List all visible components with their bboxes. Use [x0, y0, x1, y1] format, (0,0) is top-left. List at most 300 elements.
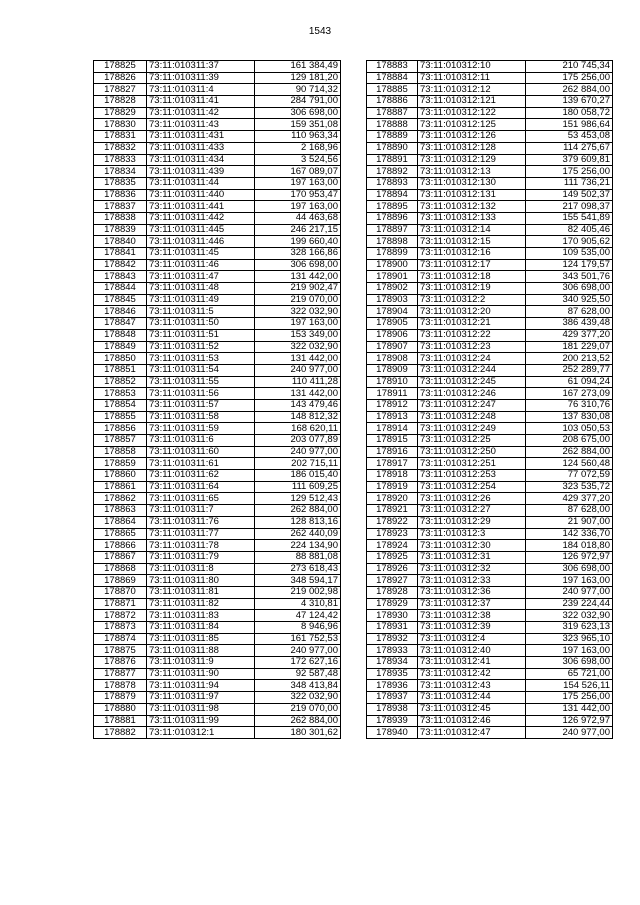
table-row — [367, 715, 613, 727]
cadastral-value-cell: 306 698,00 — [526, 563, 613, 575]
table-row — [94, 657, 341, 669]
row-number-cell: 178918 — [367, 470, 418, 482]
table-row — [367, 84, 613, 96]
cadastral-value-cell: 322 032,90 — [526, 610, 613, 622]
row-number-cell: 178930 — [367, 610, 418, 622]
cadastral-number-cell: 73:11:010311:37 — [147, 61, 255, 73]
cadastral-number-cell: 73:11:010312:45 — [418, 703, 526, 715]
row-number-cell: 178846 — [94, 306, 147, 318]
row-number-cell: 178937 — [367, 692, 418, 704]
cadastral-value-cell: 197 163,00 — [526, 645, 613, 657]
cadastral-value-cell: 252 289,77 — [526, 364, 613, 376]
cadastral-value-cell: 202 715,11 — [255, 458, 341, 470]
cadastral-number-cell: 73:11:010311:62 — [147, 470, 255, 482]
cadastral-number-cell: 73:11:010312:249 — [418, 423, 526, 435]
cadastral-value-cell: 92 587,48 — [255, 668, 341, 680]
cadastral-value-cell: 197 163,00 — [526, 575, 613, 587]
row-number-cell: 178885 — [367, 84, 418, 96]
cadastral-number-cell: 73:11:010311:64 — [147, 481, 255, 493]
cadastral-value-cell: 323 535,72 — [526, 481, 613, 493]
row-number-cell: 178925 — [367, 551, 418, 563]
cadastral-value-cell: 126 972,97 — [526, 551, 613, 563]
cadastral-value-cell: 323 965,10 — [526, 633, 613, 645]
cadastral-number-cell: 73:11:010311:79 — [147, 551, 255, 563]
cadastral-value-cell: 44 463,68 — [255, 212, 341, 224]
cadastral-value-cell: 126 972,97 — [526, 715, 613, 727]
cadastral-number-cell: 73:11:010312:42 — [418, 668, 526, 680]
cadastral-number-cell: 73:11:010312:244 — [418, 364, 526, 376]
row-number-cell: 178896 — [367, 212, 418, 224]
table-row — [367, 423, 613, 435]
cadastral-value-cell: 379 609,81 — [526, 154, 613, 166]
cadastral-value-cell: 82 405,46 — [526, 224, 613, 236]
cadastral-value-cell: 306 698,00 — [526, 283, 613, 295]
cadastral-number-cell: 73:11:010311:9 — [147, 657, 255, 669]
cadastral-value-cell: 322 032,90 — [255, 692, 341, 704]
table-row — [94, 610, 341, 622]
table-row — [367, 645, 613, 657]
cadastral-number-cell: 73:11:010312:11 — [418, 72, 526, 84]
table-row — [94, 107, 341, 119]
cadastral-number-cell: 73:11:010312:19 — [418, 283, 526, 295]
cadastral-number-cell: 73:11:010311:48 — [147, 283, 255, 295]
cadastral-value-cell: 110 411,28 — [255, 376, 341, 388]
cadastral-value-cell: 167 273,09 — [526, 388, 613, 400]
table-row — [94, 224, 341, 236]
row-number-cell: 178877 — [94, 668, 147, 680]
table-row — [94, 154, 341, 166]
table-row — [367, 586, 613, 598]
row-number-cell: 178865 — [94, 528, 147, 540]
cadastral-number-cell: 73:11:010311:84 — [147, 622, 255, 634]
cadastral-number-cell: 73:11:010311:80 — [147, 575, 255, 587]
cadastral-value-cell: 219 070,00 — [255, 703, 341, 715]
cadastral-value-cell: 161 752,53 — [255, 633, 341, 645]
cadastral-number-cell: 73:11:010312:246 — [418, 388, 526, 400]
registry-table-right — [366, 60, 613, 739]
table-row — [94, 271, 341, 283]
cadastral-value-cell: 114 275,67 — [526, 142, 613, 154]
row-number-cell: 178836 — [94, 189, 147, 201]
row-number-cell: 178908 — [367, 353, 418, 365]
cadastral-number-cell: 73:11:010312:121 — [418, 96, 526, 108]
row-number-cell: 178916 — [367, 446, 418, 458]
table-row — [94, 481, 341, 493]
cadastral-value-cell: 53 453,08 — [526, 131, 613, 143]
cadastral-value-cell: 186 015,40 — [255, 470, 341, 482]
row-number-cell: 178864 — [94, 516, 147, 528]
row-number-cell: 178857 — [94, 435, 147, 447]
cadastral-number-cell: 73:11:010312:30 — [418, 540, 526, 552]
table-row — [367, 294, 613, 306]
table-row — [94, 528, 341, 540]
row-number-cell: 178891 — [367, 154, 418, 166]
row-number-cell: 178868 — [94, 563, 147, 575]
table-row — [367, 224, 613, 236]
row-number-cell: 178832 — [94, 142, 147, 154]
row-number-cell: 178920 — [367, 493, 418, 505]
row-number-cell: 178902 — [367, 283, 418, 295]
table-row — [367, 727, 613, 739]
row-number-cell: 178828 — [94, 96, 147, 108]
cadastral-value-cell: 224 134,90 — [255, 540, 341, 552]
table-row — [94, 633, 341, 645]
table-row — [94, 598, 341, 610]
cadastral-number-cell: 73:11:010311:57 — [147, 399, 255, 411]
row-number-cell: 178922 — [367, 516, 418, 528]
cadastral-number-cell: 73:11:010312:21 — [418, 318, 526, 330]
cadastral-number-cell: 73:11:010311:52 — [147, 341, 255, 353]
cadastral-number-cell: 73:11:010311:56 — [147, 388, 255, 400]
cadastral-number-cell: 73:11:010312:13 — [418, 166, 526, 178]
table-row — [367, 692, 613, 704]
row-number-cell: 178929 — [367, 598, 418, 610]
cadastral-number-cell: 73:11:010312:128 — [418, 142, 526, 154]
cadastral-number-cell: 73:11:010311:446 — [147, 236, 255, 248]
cadastral-value-cell: 128 813,16 — [255, 516, 341, 528]
cadastral-number-cell: 73:11:010311:98 — [147, 703, 255, 715]
table-row — [367, 703, 613, 715]
cadastral-value-cell: 143 479,46 — [255, 399, 341, 411]
registry-table-left — [93, 60, 341, 739]
table-row — [367, 575, 613, 587]
row-number-cell: 178831 — [94, 131, 147, 143]
cadastral-value-cell: 429 377,20 — [526, 329, 613, 341]
table-row — [367, 411, 613, 423]
table-row — [367, 551, 613, 563]
table-row — [94, 131, 341, 143]
row-number-cell: 178882 — [94, 727, 147, 739]
cadastral-value-cell: 306 698,00 — [255, 259, 341, 271]
table-row — [94, 727, 341, 739]
cadastral-number-cell: 73:11:010311:58 — [147, 411, 255, 423]
table-row — [367, 493, 613, 505]
table-row — [367, 72, 613, 84]
cadastral-value-cell: 3 524,56 — [255, 154, 341, 166]
cadastral-number-cell: 73:11:010312:3 — [418, 528, 526, 540]
cadastral-value-cell: 88 881,08 — [255, 551, 341, 563]
cadastral-number-cell: 73:11:010312:12 — [418, 84, 526, 96]
row-number-cell: 178847 — [94, 318, 147, 330]
row-number-cell: 178894 — [367, 189, 418, 201]
cadastral-value-cell: 197 163,00 — [255, 201, 341, 213]
row-number-cell: 178926 — [367, 563, 418, 575]
cadastral-value-cell: 175 256,00 — [526, 166, 613, 178]
cadastral-value-cell: 246 217,15 — [255, 224, 341, 236]
table-row — [94, 563, 341, 575]
cadastral-number-cell: 73:11:010312:122 — [418, 107, 526, 119]
cadastral-value-cell: 262 440,09 — [255, 528, 341, 540]
cadastral-value-cell: 217 098,37 — [526, 201, 613, 213]
cadastral-number-cell: 73:11:010312:22 — [418, 329, 526, 341]
row-number-cell: 178866 — [94, 540, 147, 552]
cadastral-value-cell: 124 179,57 — [526, 259, 613, 271]
row-number-cell: 178855 — [94, 411, 147, 423]
cadastral-number-cell: 73:11:010312:24 — [418, 353, 526, 365]
table-row — [367, 610, 613, 622]
cadastral-value-cell: 386 439,48 — [526, 318, 613, 330]
row-number-cell: 178917 — [367, 458, 418, 470]
cadastral-value-cell: 210 745,34 — [526, 61, 613, 73]
table-row — [94, 306, 341, 318]
row-number-cell: 178872 — [94, 610, 147, 622]
cadastral-value-cell: 240 977,00 — [255, 645, 341, 657]
row-number-cell: 178856 — [94, 423, 147, 435]
cadastral-value-cell: 170 905,62 — [526, 236, 613, 248]
cadastral-number-cell: 73:11:010312:40 — [418, 645, 526, 657]
table-row — [94, 645, 341, 657]
cadastral-value-cell: 328 166,86 — [255, 248, 341, 260]
table-row — [94, 505, 341, 517]
cadastral-number-cell: 73:11:010311:44 — [147, 177, 255, 189]
cadastral-number-cell: 73:11:010311:39 — [147, 72, 255, 84]
row-number-cell: 178873 — [94, 622, 147, 634]
row-number-cell: 178878 — [94, 680, 147, 692]
table-row — [367, 388, 613, 400]
cadastral-number-cell: 73:11:010311:54 — [147, 364, 255, 376]
cadastral-number-cell: 73:11:010312:38 — [418, 610, 526, 622]
cadastral-number-cell: 73:11:010311:90 — [147, 668, 255, 680]
table-row — [367, 458, 613, 470]
cadastral-number-cell: 73:11:010311:5 — [147, 306, 255, 318]
table-row — [367, 329, 613, 341]
cadastral-number-cell: 73:11:010311:445 — [147, 224, 255, 236]
row-number-cell: 178889 — [367, 131, 418, 143]
row-number-cell: 178863 — [94, 505, 147, 517]
cadastral-value-cell: 47 124,42 — [255, 610, 341, 622]
table-row — [367, 236, 613, 248]
cadastral-number-cell: 73:11:010311:41 — [147, 96, 255, 108]
cadastral-value-cell: 203 077,89 — [255, 435, 341, 447]
table-row — [94, 575, 341, 587]
cadastral-number-cell: 73:11:010312:125 — [418, 119, 526, 131]
row-number-cell: 178888 — [367, 119, 418, 131]
cadastral-value-cell: 4 310,81 — [255, 598, 341, 610]
table-row — [94, 212, 341, 224]
cadastral-value-cell: 175 256,00 — [526, 72, 613, 84]
cadastral-value-cell: 306 698,00 — [526, 657, 613, 669]
row-number-cell: 178859 — [94, 458, 147, 470]
cadastral-value-cell: 168 620,11 — [255, 423, 341, 435]
table-row — [94, 353, 341, 365]
row-number-cell: 178874 — [94, 633, 147, 645]
row-number-cell: 178914 — [367, 423, 418, 435]
table-row — [367, 259, 613, 271]
table-row — [367, 399, 613, 411]
table-row — [94, 423, 341, 435]
cadastral-value-cell: 197 163,00 — [255, 177, 341, 189]
cadastral-number-cell: 73:11:010311:53 — [147, 353, 255, 365]
cadastral-number-cell: 73:11:010312:33 — [418, 575, 526, 587]
row-number-cell: 178909 — [367, 364, 418, 376]
row-number-cell: 178910 — [367, 376, 418, 388]
row-number-cell: 178936 — [367, 680, 418, 692]
cadastral-value-cell: 262 884,00 — [255, 505, 341, 517]
cadastral-value-cell: 262 884,00 — [526, 446, 613, 458]
cadastral-number-cell: 73:11:010311:4 — [147, 84, 255, 96]
cadastral-number-cell: 73:11:010312:47 — [418, 727, 526, 739]
cadastral-value-cell: 284 791,00 — [255, 96, 341, 108]
cadastral-value-cell: 2 168,96 — [255, 142, 341, 154]
cadastral-value-cell: 348 594,17 — [255, 575, 341, 587]
table-row — [367, 212, 613, 224]
cadastral-value-cell: 111 736,21 — [526, 177, 613, 189]
row-number-cell: 178886 — [367, 96, 418, 108]
cadastral-number-cell: 73:11:010312:129 — [418, 154, 526, 166]
table-row — [94, 516, 341, 528]
row-number-cell: 178835 — [94, 177, 147, 189]
row-number-cell: 178827 — [94, 84, 147, 96]
table-row — [94, 177, 341, 189]
cadastral-value-cell: 167 089,07 — [255, 166, 341, 178]
cadastral-value-cell: 184 018,80 — [526, 540, 613, 552]
row-number-cell: 178895 — [367, 201, 418, 213]
table-row — [367, 657, 613, 669]
table-row — [94, 446, 341, 458]
row-number-cell: 178940 — [367, 727, 418, 739]
cadastral-number-cell: 73:11:010312:248 — [418, 411, 526, 423]
cadastral-value-cell: 319 623,13 — [526, 622, 613, 634]
table-row — [94, 248, 341, 260]
table-row — [367, 481, 613, 493]
row-number-cell: 178924 — [367, 540, 418, 552]
row-number-cell: 178890 — [367, 142, 418, 154]
row-number-cell: 178826 — [94, 72, 147, 84]
row-number-cell: 178852 — [94, 376, 147, 388]
row-number-cell: 178912 — [367, 399, 418, 411]
table-row — [367, 248, 613, 260]
table-row — [94, 622, 341, 634]
row-number-cell: 178844 — [94, 283, 147, 295]
table-row — [367, 376, 613, 388]
cadastral-value-cell: 170 953,47 — [255, 189, 341, 201]
row-number-cell: 178849 — [94, 341, 147, 353]
cadastral-number-cell: 73:11:010311:60 — [147, 446, 255, 458]
row-number-cell: 178862 — [94, 493, 147, 505]
cadastral-number-cell: 73:11:010311:82 — [147, 598, 255, 610]
cadastral-number-cell: 73:11:010312:4 — [418, 633, 526, 645]
cadastral-number-cell: 73:11:010311:85 — [147, 633, 255, 645]
row-number-cell: 178904 — [367, 306, 418, 318]
table-row — [367, 622, 613, 634]
row-number-cell: 178853 — [94, 388, 147, 400]
cadastral-number-cell: 73:11:010312:46 — [418, 715, 526, 727]
cadastral-number-cell: 73:11:010312:251 — [418, 458, 526, 470]
cadastral-value-cell: 343 501,76 — [526, 271, 613, 283]
cadastral-value-cell: 239 224,44 — [526, 598, 613, 610]
table-row — [367, 353, 613, 365]
cadastral-value-cell: 172 627,16 — [255, 657, 341, 669]
registry-table-right-body — [367, 61, 613, 739]
row-number-cell: 178906 — [367, 329, 418, 341]
table-row — [367, 61, 613, 73]
cadastral-number-cell: 73:11:010311:99 — [147, 715, 255, 727]
cadastral-number-cell: 73:11:010311:6 — [147, 435, 255, 447]
row-number-cell: 178854 — [94, 399, 147, 411]
page-number: 1543 — [308, 26, 332, 37]
table-row — [94, 435, 341, 447]
table-row — [94, 668, 341, 680]
table-row — [367, 668, 613, 680]
cadastral-number-cell: 73:11:010311:81 — [147, 586, 255, 598]
cadastral-number-cell: 73:11:010312:23 — [418, 341, 526, 353]
cadastral-value-cell: 87 628,00 — [526, 505, 613, 517]
row-number-cell: 178907 — [367, 341, 418, 353]
table-row — [367, 318, 613, 330]
cadastral-number-cell: 73:11:010312:39 — [418, 622, 526, 634]
cadastral-number-cell: 73:11:010312:16 — [418, 248, 526, 260]
row-number-cell: 178876 — [94, 657, 147, 669]
cadastral-value-cell: 322 032,90 — [255, 341, 341, 353]
row-number-cell: 178915 — [367, 435, 418, 447]
row-number-cell: 178842 — [94, 259, 147, 271]
table-row — [94, 399, 341, 411]
cadastral-number-cell: 73:11:010311:45 — [147, 248, 255, 260]
table-row — [94, 715, 341, 727]
table-row — [94, 61, 341, 73]
cadastral-value-cell: 65 721,00 — [526, 668, 613, 680]
cadastral-value-cell: 197 163,00 — [255, 318, 341, 330]
row-number-cell: 178870 — [94, 586, 147, 598]
cadastral-number-cell: 73:11:010311:50 — [147, 318, 255, 330]
cadastral-value-cell: 175 256,00 — [526, 692, 613, 704]
table-row — [367, 516, 613, 528]
row-number-cell: 178871 — [94, 598, 147, 610]
table-row — [94, 166, 341, 178]
table-row — [367, 201, 613, 213]
cadastral-value-cell: 124 560,48 — [526, 458, 613, 470]
cadastral-number-cell: 73:11:010311:65 — [147, 493, 255, 505]
cadastral-value-cell: 139 670,27 — [526, 96, 613, 108]
table-row — [367, 189, 613, 201]
cadastral-value-cell: 219 002,98 — [255, 586, 341, 598]
row-number-cell: 178848 — [94, 329, 147, 341]
cadastral-number-cell: 73:11:010311:77 — [147, 528, 255, 540]
row-number-cell: 178834 — [94, 166, 147, 178]
cadastral-number-cell: 73:11:010311:434 — [147, 154, 255, 166]
cadastral-value-cell: 155 541,89 — [526, 212, 613, 224]
table-row — [94, 84, 341, 96]
table-row — [94, 692, 341, 704]
table-row — [367, 563, 613, 575]
cadastral-number-cell: 73:11:010312:2 — [418, 294, 526, 306]
cadastral-value-cell: 77 072,59 — [526, 470, 613, 482]
row-number-cell: 178845 — [94, 294, 147, 306]
cadastral-number-cell: 73:11:010312:44 — [418, 692, 526, 704]
cadastral-number-cell: 73:11:010312:14 — [418, 224, 526, 236]
row-number-cell: 178861 — [94, 481, 147, 493]
row-number-cell: 178932 — [367, 633, 418, 645]
cadastral-number-cell: 73:11:010312:10 — [418, 61, 526, 73]
cadastral-value-cell: 161 384,49 — [255, 61, 341, 73]
cadastral-number-cell: 73:11:010311:88 — [147, 645, 255, 657]
row-number-cell: 178869 — [94, 575, 147, 587]
row-number-cell: 178860 — [94, 470, 147, 482]
row-number-cell: 178879 — [94, 692, 147, 704]
row-number-cell: 178899 — [367, 248, 418, 260]
table-row — [94, 411, 341, 423]
table-row — [94, 388, 341, 400]
cadastral-value-cell: 159 351,08 — [255, 119, 341, 131]
table-row — [367, 154, 613, 166]
cadastral-value-cell: 429 377,20 — [526, 493, 613, 505]
cadastral-number-cell: 73:11:010311:43 — [147, 119, 255, 131]
row-number-cell: 178901 — [367, 271, 418, 283]
table-row — [94, 680, 341, 692]
cadastral-value-cell: 322 032,90 — [255, 306, 341, 318]
cadastral-number-cell: 73:11:010311:97 — [147, 692, 255, 704]
row-number-cell: 178935 — [367, 668, 418, 680]
